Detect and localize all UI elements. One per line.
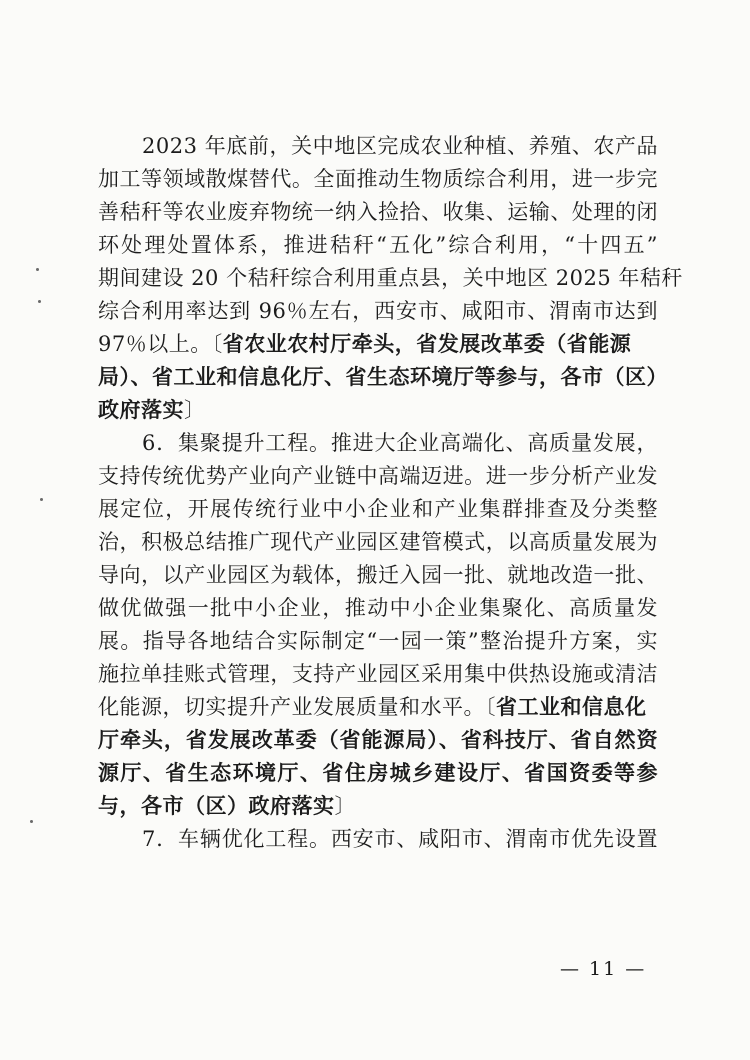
text-line: 展。指导各地结合实际制定“一园一策”整治提升方案，实 bbox=[98, 629, 658, 653]
responsibility-note: 厅牵头，省发展改革委（省能源局）、省科技厅、省自然资 bbox=[98, 728, 658, 752]
text-line bbox=[98, 394, 658, 427]
page-number: — 11 — bbox=[560, 958, 647, 980]
text-span: 97％以上。〔 bbox=[98, 332, 223, 356]
text-line: 加工等领域散煤替代。全面推动生物质综合利用，进一步完 bbox=[98, 167, 658, 191]
text-span: 化能源，切实提升产业发展质量和水平。〔 bbox=[98, 695, 496, 719]
text-line: 治，积极总结推广现代产业园区建管模式，以高质量发展为 bbox=[98, 530, 658, 554]
responsibility-note: 与，各市（区）政府落实 bbox=[98, 794, 335, 818]
text-line: 综合利用率达到 96％左右，西安市、咸阳市、渭南市达到 bbox=[98, 299, 658, 323]
text-line: 支持传统优势产业向产业链中高端迈进。进一步分析产业发 bbox=[98, 464, 658, 488]
text-line: 环处理处置体系，推进秸秆“五化”综合利用，“十四五” bbox=[98, 233, 658, 257]
text-line bbox=[98, 790, 658, 823]
responsibility-note: 源厅、省生态环境厅、省住房城乡建设厅、省国资委等参 bbox=[98, 761, 658, 785]
responsibility-note: 局）、省工业和信息化厅、省生态环境厅等参与，各市（区） bbox=[98, 365, 668, 389]
text-line: 期间建设 20 个秸秆综合利用重点县，关中地区 2025 年秸秆 bbox=[98, 266, 683, 290]
text-line: 2023 年底前，关中地区完成农业种植、养殖、农产品 bbox=[142, 134, 658, 158]
text-line: 善秸秆等农业废弃物统一纳入捡拾、收集、运输、处理的闭 bbox=[98, 200, 658, 224]
scan-speck bbox=[36, 268, 39, 271]
text-line bbox=[98, 691, 658, 724]
text-span: 〕 bbox=[334, 794, 356, 818]
scan-speck bbox=[40, 498, 43, 501]
text-line: 导向，以产业园区为载体，搬迁入园一批、就地改造一批、 bbox=[98, 563, 658, 587]
section-heading-6: 6．集聚提升工程。推进大企业高端化、高质量发展， bbox=[142, 431, 658, 455]
text-line: 展定位，开展传统行业中小企业和产业集群排查及分类整 bbox=[98, 497, 658, 521]
text-line: 施拉单挂账式管理，支持产业园区采用集中供热设施或清洁 bbox=[98, 662, 658, 686]
text-line bbox=[98, 328, 658, 361]
document-body bbox=[98, 130, 683, 856]
section-heading-7: 7．车辆优化工程。西安市、咸阳市、渭南市优先设置 bbox=[142, 827, 658, 851]
text-line: 做优做强一批中小企业，推动中小企业集聚化、高质量发 bbox=[98, 596, 658, 620]
text-span: 〕 bbox=[184, 398, 206, 422]
scan-speck bbox=[38, 300, 41, 303]
responsibility-note: 政府落实 bbox=[98, 398, 184, 422]
scan-speck bbox=[30, 820, 33, 823]
responsibility-note: 省农业农村厅牵头，省发展改革委（省能源 bbox=[222, 332, 632, 356]
responsibility-note: 省工业和信息化 bbox=[496, 695, 647, 719]
